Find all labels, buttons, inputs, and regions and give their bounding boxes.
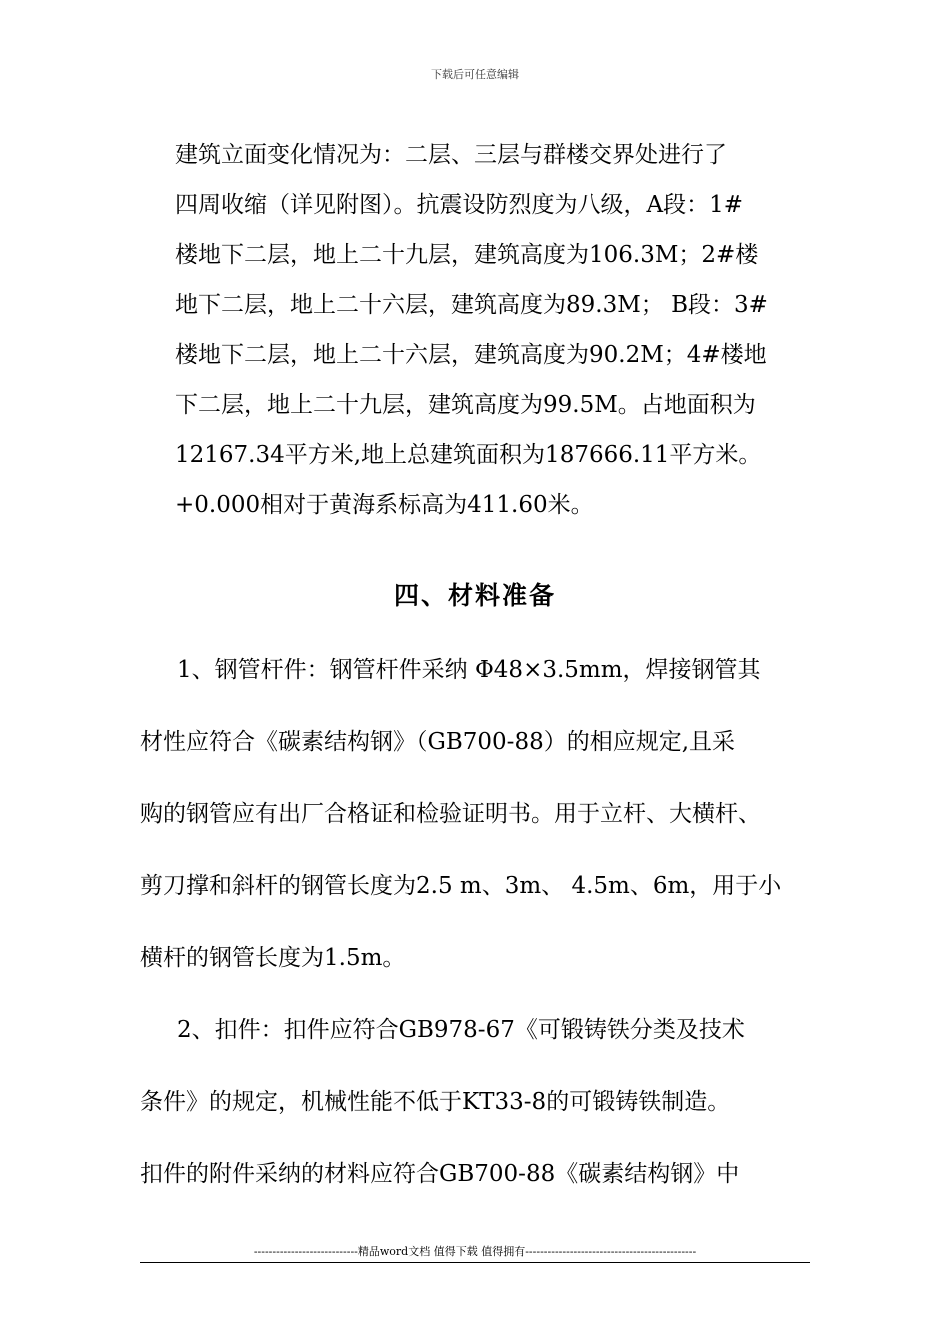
intro-line: 楼地下二层，地上二十九层，建筑高度为106.3M；2#楼 — [175, 242, 759, 268]
intro-line: 12167.34平方米,地上总建筑面积为187666.11平方米。 — [175, 442, 762, 468]
body-line: 扣件的附件采纳的材料应符合GB700-88《碳素结构钢》中 — [140, 1161, 740, 1187]
intro-paragraph — [175, 130, 815, 530]
intro-line: 楼地下二层，地上二十六层，建筑高度为90.2M；4#楼地 — [175, 342, 767, 368]
body-line: 2、扣件：扣件应符合GB978-67《可锻铸铁分类及技术 — [177, 1017, 745, 1043]
intro-line: 建筑立面变化情况为：二层、三层与群楼交界处进行了 — [175, 142, 727, 168]
page-header-note: 下载后可任意编辑 — [431, 68, 519, 81]
intro-line: 四周收缩（详见附图）。抗震设防烈度为八级，A段：1# — [175, 192, 744, 218]
intro-line: +0.000相对于黄海系标高为411.60米。 — [175, 492, 594, 518]
intro-line: 下二层，地上二十九层，建筑高度为99.5M。占地面积为 — [175, 392, 756, 418]
body-line: 条件》的规定，机械性能不低于KT33-8的可锻铸铁制造。 — [140, 1089, 731, 1115]
materials-body — [140, 640, 840, 1216]
page-footer-note: ----------------------------精品word文档 值得下载 值得拥有---------------------------------------------- — [253, 1245, 697, 1258]
body-line: 材性应符合《碳素结构钢》（GB700-88）的相应规定,且采 — [140, 729, 736, 755]
intro-line: 地下二层，地上二十六层，建筑高度为89.3M； B段：3# — [175, 292, 768, 318]
body-line: 1、钢管杆件：钢管杆件采纳 Φ48×3.5mm，焊接钢管其 — [177, 657, 761, 683]
body-line: 购的钢管应有出厂合格证和检验证明书。用于立杆、大横杆、 — [140, 801, 761, 827]
section-heading: 四、材料准备 — [393, 581, 556, 610]
footer-divider — [140, 1262, 810, 1263]
body-line: 剪刀撑和斜杆的钢管长度为2.5 m、3m、 4.5m、6m，用于小 — [140, 873, 782, 899]
body-line: 横杆的钢管长度为1.5m。 — [140, 945, 406, 971]
